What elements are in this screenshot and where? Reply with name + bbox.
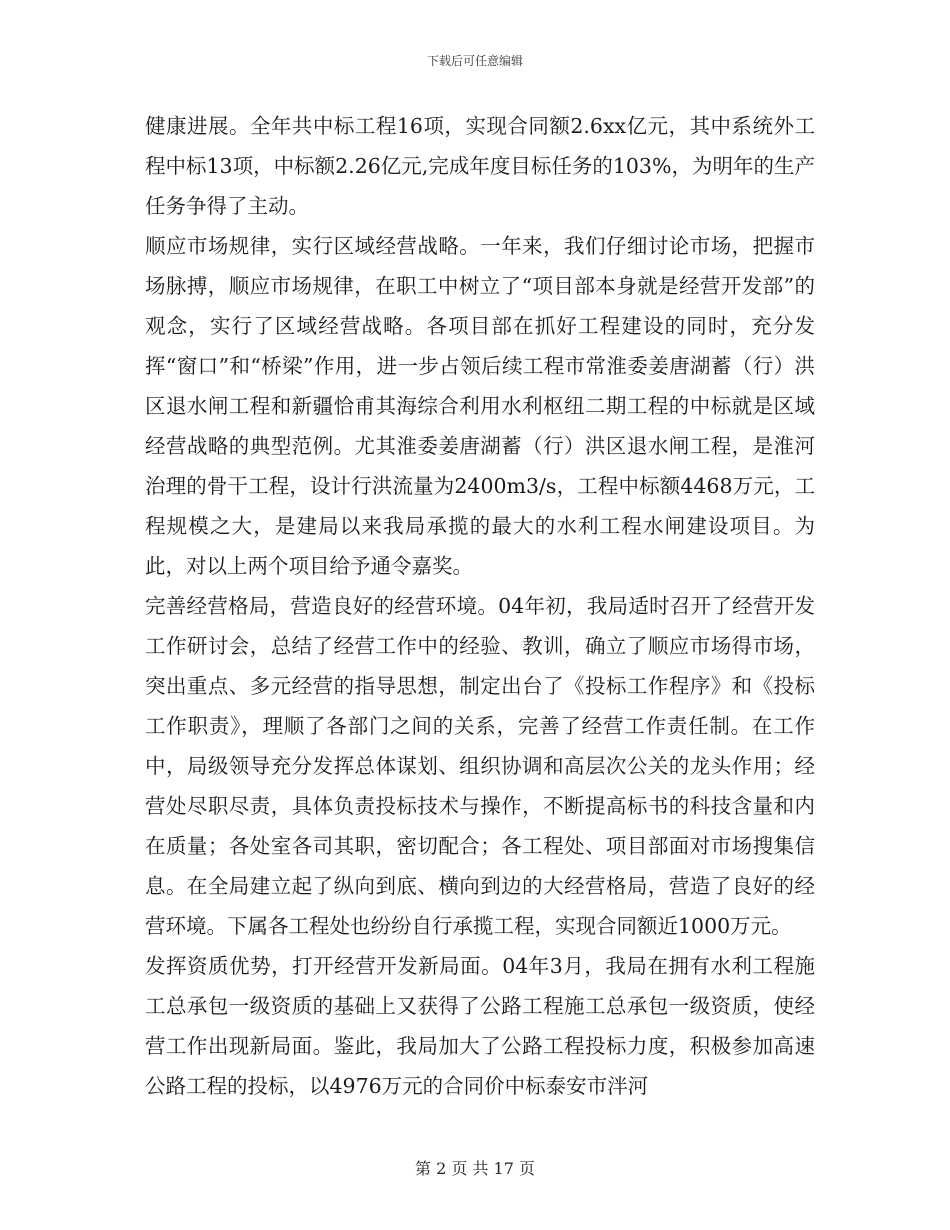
page-header: 下载后可任意编辑 — [426, 54, 523, 68]
paragraph-2: 顺应市场规律，实行区域经营战略。一年来，我们仔细讨论市场，把握市场脉搏，顺应市场规律，在职工中树立了“项目部本身就是经营开发部”的观念，实行了区域经营战略。各项目部在抓好工程建设的同时，充分发挥“窗口”和“桥梁”作用，进一步占领后续工程市常淮委姜唐湖蓄（行）洪区退水闸工程和新疆恰甫其海综合利用水利枢纽二期工程的中标就是区域经营战略的典型范例。尤其淮委姜唐湖蓄（行）洪区退水闸工程，是淮河治理的骨干工程，设计行洪流量为2400m3/s，工程中标额4468万元，工程规模之大，是建局以来我局承揽的最大的水利工程水闸建设项目。为此，对以上两个项目给予通令嘉奖。 — [145, 234, 815, 578]
paragraph-4: 发挥资质优势，打开经营开发新局面。04年3月，我局在拥有水利工程施工总承包一级资质的基础上又获得了公路工程施工总承包一级资质，使经营工作出现新局面。鉴此，我局加大了公路工程投标力度，积极参加高速公路工程的投标，以4976万元的合同价中标泰安市泮河 — [145, 954, 815, 1098]
paragraph-1: 健康进展。全年共中标工程16项，实现合同额2.6xx亿元，其中系统外工程中标13项，中标额2.26亿元,完成年度目标任务的103%，为明年的生产任务争得了主动。 — [145, 114, 815, 218]
paragraph-3: 完善经营格局，营造良好的经营环境。04年初，我局适时召开了经营开发工作研讨会，总结了经营工作中的经验、教训，确立了顺应市场得市场，突出重点、多元经营的指导思想，制定出台了《投标工作程序》和《投标工作职责》，理顺了各部门之间的关系，完善了经营工作责任制。在工作中，局级领导充分发挥总体谋划、组织协调和高层次公关的龙头作用；经营处尽职尽责，具体负责投标技术与操作，不断提高标书的科技含量和内在质量；各处室各司其职，密切配合；各工程处、项目部面对市场搜集信息。在全局建立起了纵向到底、横向到边的大经营格局，营造了良好的经营环境。下属各工程处也纷纷自行承揽工程，实现合同额近1000万元。 — [145, 594, 815, 938]
document-body — [145, 106, 815, 1106]
page-footer: 第 2 页 共 17 页 — [415, 1159, 535, 1178]
